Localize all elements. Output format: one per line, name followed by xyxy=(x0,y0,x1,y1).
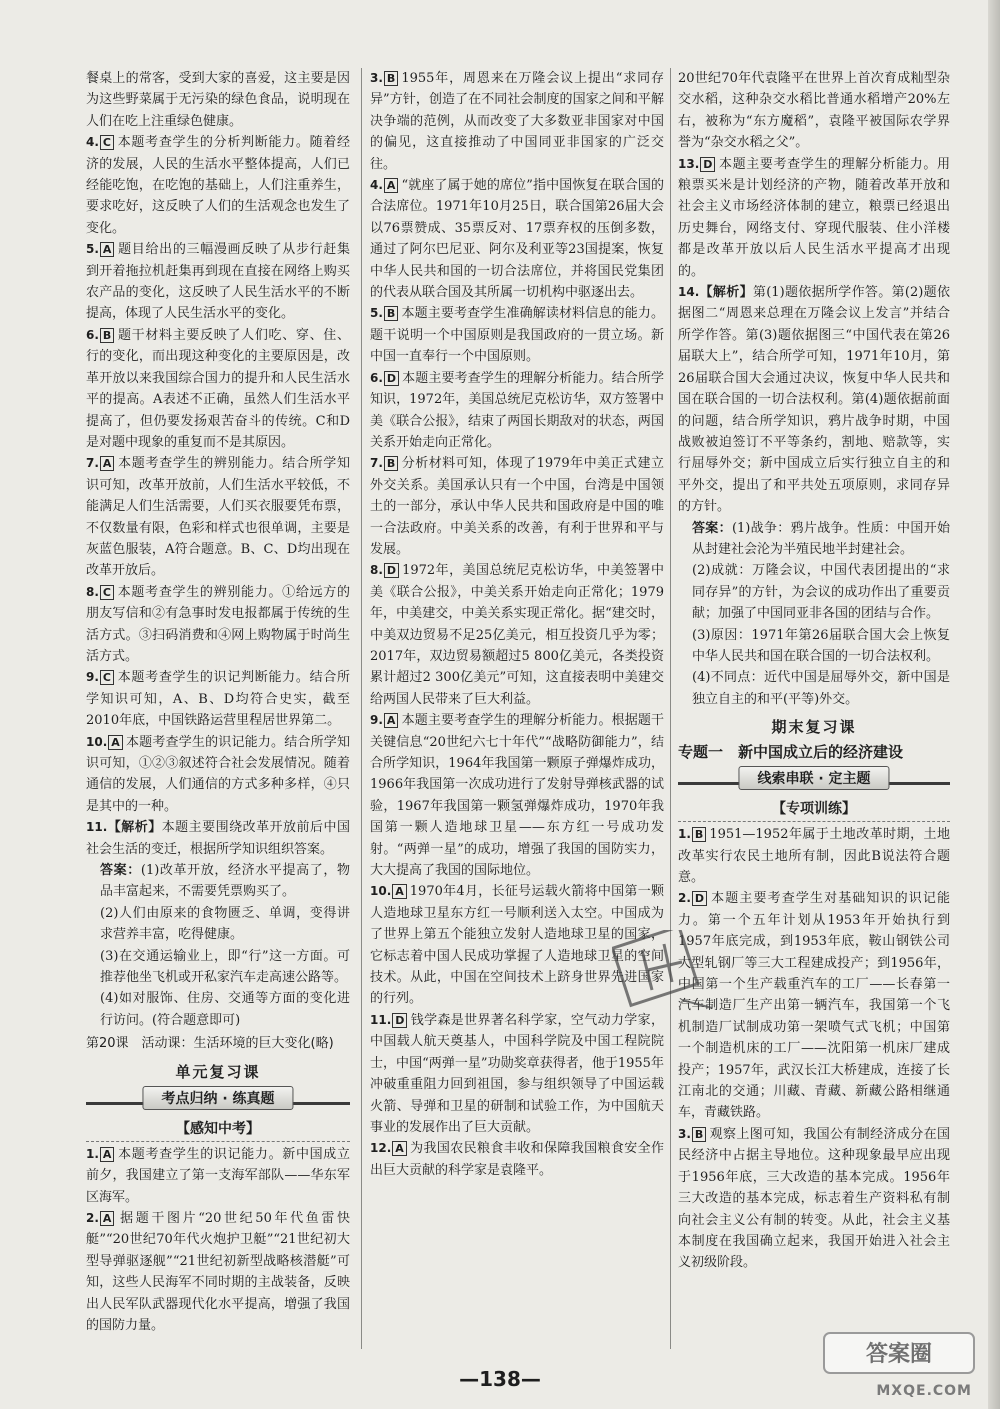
watermark-url: MXQE.COM xyxy=(876,1383,972,1399)
item-text: 题目给出的三幅漫画反映了从步行赶集到开着拖拉机赶集再到现在直接在网络上购买农产品的变化，这反映了人民生活水平的不断提高，体现了人民生活水平的变化。 xyxy=(86,242,350,322)
section-title: 单元复习课 xyxy=(175,1062,261,1081)
answer-item xyxy=(86,1144,350,1208)
column-right xyxy=(678,68,950,1357)
item-number: 2. xyxy=(86,1210,99,1225)
item-number: 5. xyxy=(370,306,383,321)
ink-stamp-mark xyxy=(612,930,722,1016)
answer-item xyxy=(370,1138,664,1181)
item-number: 5. xyxy=(86,242,99,257)
answer-list xyxy=(86,68,350,817)
item-text: 本题考查学生的辨别能力。①给远方的朋友写信和②有急事时发电报都属于传统的生活方式。③扫码消费和④网上购物属于时尚生活方式。 xyxy=(86,584,350,664)
answer-choice-box: D xyxy=(384,371,399,386)
answer-choice-box: B xyxy=(384,71,398,86)
answer-choice-box: A xyxy=(100,1211,115,1226)
watermark-logo-text: 答案圈 xyxy=(865,1342,933,1367)
item-text: 分析材料可知，体现了1979年中美正式建立外交关系。美国承认只有一个中国，台湾是中国领土的一部分，承认中华人民共和国政府是中国的唯一合法政府。中美关系的改善，有利于世界和平与发展。 xyxy=(370,456,664,557)
lesson-title: 第20课 活动课：生活环境的巨大变化(略) xyxy=(86,1036,334,1052)
column-divider xyxy=(361,68,362,1349)
answer-sub-item: (4)不同点：近代中国是屈辱外交，新中国是独立自主的和平(平等)外交。 xyxy=(692,670,950,707)
item-text: 本题主要考查学生准确解读材料信息的能力。题干说明一个中国原则是我国政府的一贯立场。新中国一直奉行一个中国原则。 xyxy=(370,306,664,365)
item-number: 8. xyxy=(86,584,99,599)
item-number: 3. xyxy=(678,1126,691,1141)
item-text: 1970年4月，长征号运载火箭将中国第一颗人造地球卫星东方红一号顺利送入太空。中国成为了世界上第五个能独立发射人造地球卫星的国家，它标志着中国人民成功掌握了人造地球卫星的空间技术。从此，中国在空间技术上跻身世界先进国家的行列。 xyxy=(370,884,664,1007)
watermark-logo xyxy=(820,1329,980,1389)
item-text: 1951—1952年属于土地改革时期，土地改革实行农民土地所有制，因此B说法符合题意。 xyxy=(678,827,950,885)
section-banner xyxy=(86,1086,350,1112)
answer-list xyxy=(678,824,950,1274)
analysis-tag: 【解析】 xyxy=(107,820,162,836)
answer-choice-box: A xyxy=(100,1147,115,1162)
item-text: 1972年，美国总统尼克松访华，中美签署中美《联合公报》，中美关系开始走向正常化；1979年，中美建交，中美关系实现正常化。据“建交时，中美双边贸易不足25亿美元，相互投资几乎为零；2017年，双边贸易额超过5 800亿美元，各类投资累计超过2 300亿美元”可知，这直接表明中美建交给两国人民带来了巨大利益。 xyxy=(370,563,664,707)
item-number: 6. xyxy=(86,327,99,342)
answer-item xyxy=(86,325,350,453)
item-number: 8. xyxy=(370,563,383,578)
analysis-text: 第(1)题依据所学作答。第(2)题依据图二“周恩来总理在万隆会议上发言”并结合所学作答。第(3)题依据图三“中国代表在第26届联大上”，结合所学可知，1971年10月，第26届联合国大会通过决议，恢复中华人民共和国在联合国的一切合法权利。第(4)题依据前面的问题，结合所学知识，鸦片战争时期，中国战败被迫签订不平等条约，割地、赔款等，实行屈辱外交；新中国成立后实行独立自主的和平外交，提出了和平共处五项原则，求同存异的方针。 xyxy=(678,285,950,515)
item-text: 餐桌上的常客，受到大家的喜爱，这主要是因为这些野菜属于无污染的绿色食品，说明现在人们在吃上注重绿色健康。 xyxy=(86,71,350,129)
answer-list xyxy=(86,1144,350,1337)
item-text: 据题干图片“20世纪50年代鱼雷快艇”“20世纪70年代火炮护卫艇”“21世纪初大型导弹驱逐舰”“21世纪初新型战略核潜艇”可知，这些人民海军不同时期的主战装备，反映出人民军队武器现代化水平提高，增强了我国的国防力量。 xyxy=(86,1210,350,1333)
answer-item xyxy=(678,1124,950,1274)
item-number: 11. xyxy=(370,1012,392,1027)
answer-item xyxy=(370,1010,664,1138)
banner-label: 考点归纳 · 练真题 xyxy=(142,1086,293,1110)
answer-body: (1)战争：鸦片战争。性质：中国开始从封建社会沦为半殖民地半封建社会。 xyxy=(692,520,950,557)
item-number: 6. xyxy=(370,370,383,385)
answer-text xyxy=(86,860,350,903)
answer-item xyxy=(678,282,950,517)
answer-item xyxy=(86,817,350,860)
item-number: 12. xyxy=(370,1141,392,1156)
answer-choice-box: B xyxy=(692,827,706,842)
answer-body: (1)改革开放，经济水平提高了，物品丰富起来，不需要凭票购买了。 xyxy=(100,863,350,900)
item-text: 本题考查学生的识记能力。结合所学知识可知，①②③叙述符合社会发展情况。随着通信的发展，人们通信的方式多种多样，④只是其中的一种。 xyxy=(86,734,350,814)
answer-item xyxy=(370,175,664,303)
answer-item xyxy=(86,239,350,325)
answer-sub-item: (2)人们由原来的食物匮乏、单调，变得讲求营养丰富，吃得健康。 xyxy=(100,905,350,943)
answer-list xyxy=(678,68,950,282)
item-number: 10. xyxy=(370,884,392,899)
answer-sub-item: (3)在交通运输业上，即“行”这一方面。可推荐他坐飞机或开私家汽车走高速公路等。 xyxy=(100,948,350,986)
answer-choice-box: A xyxy=(392,884,407,899)
section-title: 期末复习课 xyxy=(771,718,857,737)
answer-item xyxy=(370,68,664,175)
item-number: 13. xyxy=(678,156,700,171)
item-number: 3. xyxy=(370,71,383,85)
item-number: 7. xyxy=(370,456,383,471)
item-number: 4. xyxy=(86,135,99,150)
item-text: 题干材料主要反映了人们吃、穿、住、行的变化，而出现这种变化的主要原因是，改革开放以来我国综合国力的提升和人民生活水平的提高。A表述不正确，虽然人们生活水平提高了，但仍要发扬艰苦奋斗的传统。C和D是对题中现象的重复而不是其原因。 xyxy=(86,327,350,450)
item-text: 本题考查学生的辨别能力。结合所学知识可知，改革开放前，人们生活水平较低，不能满足人们生活需要，人们买衣服要凭布票，不仅数量有限，色彩和样式也很单调，主要是灰蓝色服装，A符合题意。B、C、D均出现在改革开放后。 xyxy=(86,456,350,579)
answer-label: 答案： xyxy=(692,520,732,536)
item-text: 为我国农民粮食丰收和保障我国粮食安全作出巨大贡献的科学家是袁隆平。 xyxy=(370,1141,664,1178)
item-text: 观察上图可知，我国公有制经济成分在国民经济中占据主导地位。这种现象最早应出现于1956年底，三大改造的基本完成。1956年三大改造的基本完成，标志着生产资料私有制向社会主义公有制的转变。从此，社会主义基本制度在我国确立起来，我国开始进入社会主义初级阶段。 xyxy=(678,1126,950,1271)
page-number: —138— xyxy=(459,1367,541,1391)
answer-text xyxy=(678,518,950,561)
item-text: “就座了属于她的席位”指中国恢复在联合国的合法席位。1971年10月25日，联合国第26届大会以76票赞成、35票反对、17票弃权的压倒多数，通过了阿尔巴尼亚、阿尔及利亚等23国提案，恢复中华人民共和国的一切合法席位，并将国民党集团的代表从联合国及其所属一切机构中驱逐出去。 xyxy=(370,178,664,301)
answer-choice-box: A xyxy=(392,1141,407,1156)
answer-item xyxy=(678,824,950,888)
answer-item xyxy=(370,560,664,710)
answer-item xyxy=(86,132,350,239)
answer-choice-box: A xyxy=(100,242,115,257)
item-number: 1. xyxy=(86,1146,99,1161)
analysis-text: 本题主要围绕改革开放前后中国社会生活的变迁，根据所学知识组织答案。 xyxy=(86,820,350,857)
item-text: 1955年，周恩来在万隆会议上提出“求同存异”方针，创造了在不同社会制度的国家之间和平解决争端的范例，从而改变了大多数亚非国家对中国的偏见，这直接推动了中国同亚非国家的广泛交往。 xyxy=(370,71,664,172)
answer-sub-list xyxy=(678,560,950,710)
answer-item xyxy=(86,1208,350,1336)
topic-title: 专题一 新中国成立后的经济建设 xyxy=(678,743,904,762)
answer-choice-box: D xyxy=(392,1013,407,1028)
answer-choice-box: D xyxy=(692,891,707,906)
answer-choice-box: D xyxy=(384,563,399,578)
item-number: 9. xyxy=(370,713,383,728)
answer-item xyxy=(370,303,664,367)
item-text: 本题考查学生的分析判断能力。随着经济的发展，人民的生活水平整体提高，人们已经能吃饱，在吃饱的基础上，人们注重养生，要求吃好，这反映了人们的生活观念也发生了变化。 xyxy=(86,135,350,236)
answer-item xyxy=(678,68,950,154)
answer-item xyxy=(86,68,350,132)
answer-choice-box: D xyxy=(700,157,715,172)
column-left xyxy=(86,68,350,1357)
answer-item xyxy=(86,667,350,731)
answer-sub-item: (4)如对服饰、住房、交通等方面的变化进行访问。(符合题意即可) xyxy=(100,991,350,1028)
answer-item xyxy=(370,710,664,881)
answer-choice-box: A xyxy=(100,456,115,471)
item-number: 14. xyxy=(678,285,700,300)
item-text: 本题考查学生的识记判断能力。结合所学知识可知，A、B、D均符合史实，截至2010年底，中国铁路运营里程居世界第二。 xyxy=(86,670,350,729)
answer-choice-box: A xyxy=(384,713,399,728)
item-number: 7. xyxy=(86,456,99,471)
banner-label: 线索串联 · 定主题 xyxy=(738,766,889,790)
answer-sub-item: (2)成就：万隆会议，中国代表团提出的“求同存异”的方针，为会议的成功作出了重要贡献；加强了中国同亚非各国的团结与合作。 xyxy=(692,563,950,622)
answer-choice-box: B xyxy=(100,328,114,343)
analysis-tag: 【解析】 xyxy=(699,285,753,301)
column-middle xyxy=(370,68,664,1357)
item-number: 10. xyxy=(86,734,108,749)
item-text: 20世纪70年代袁隆平在世界上首次育成籼型杂交水稻，这种杂交水稻比普通水稻增产20%左右，被称为“东方魔稻”，袁隆平被国际农学界誉为“杂交水稻之父”。 xyxy=(678,71,950,151)
answer-item xyxy=(678,154,950,282)
answer-item xyxy=(370,453,664,560)
answer-choice-box: C xyxy=(100,585,114,600)
subsection-title: 【专项训练】 xyxy=(678,798,950,822)
column-divider xyxy=(670,68,671,1349)
answer-item xyxy=(86,453,350,581)
section-banner xyxy=(678,766,950,792)
answer-choice-box: B xyxy=(384,306,398,321)
answer-choice-box: A xyxy=(108,735,123,750)
answer-item xyxy=(370,368,664,454)
item-number: 2. xyxy=(678,891,691,906)
answer-item xyxy=(86,732,350,818)
answer-sub-list xyxy=(86,903,350,1031)
answer-choice-box: B xyxy=(384,456,398,471)
answer-label: 答案： xyxy=(100,863,141,879)
item-text: 本题主要考查学生的理解分析能力。用粮票买米是计划经济的产物，随着改革开放和社会主义市场经济体制的建立，粮票已经退出历史舞台，网络支付、穿现代服装、住小洋楼都是改革开放以后人民生活水平提高才出现的。 xyxy=(678,156,950,279)
answer-sub-item: (3)原因：1971年第26届联合国大会上恢复中华人民共和国在联合国的一切合法权利。 xyxy=(692,627,950,664)
item-text: 钱学森是世界著名科学家，空气动力学家，中国载人航天奠基人，中国科学院及中国工程院院士，中国“两弹一星”功勋奖章获得者，他于1955年冲破重重阻力回到祖国，参与组织领导了中国运载火箭、导弹和卫星的研制和试验工作，为中国航天事业的发展作出了巨大贡献。 xyxy=(370,1012,664,1135)
answer-choice-box: C xyxy=(100,670,114,685)
item-text: 本题主要考查学生的理解分析能力。结合所学知识，1972年，美国总统尼克松访华，双方签署中美《联合公报》，结束了两国长期敌对的状态，两国关系开始走向正常化。 xyxy=(370,370,664,450)
item-number: 1. xyxy=(678,827,691,842)
item-number: 11. xyxy=(86,820,108,835)
answer-choice-box: C xyxy=(100,135,114,150)
answer-choice-box: A xyxy=(384,178,399,193)
subsection-title: 【感知中考】 xyxy=(86,1118,350,1142)
item-number: 4. xyxy=(370,178,383,193)
page-spine xyxy=(988,0,1000,1409)
item-number: 9. xyxy=(86,670,99,685)
item-text: 本题主要考查学生的理解分析能力。根据题干关键信息“20世纪六七十年代”“战略防御能力”，结合所学知识，1964年我国第一颗原子弹爆炸成功，1966年我国第一次成功进行了发射导弹核武器的试验，1967年我国第一颗氢弹爆炸成功，1970年我国第一颗人造地球卫星——东方红一号成功发射。“两弹一星”的成功，增强了我国的国防实力，大大提高了我国的国际地位。 xyxy=(370,713,664,879)
item-text: 本题主要考查学生对基础知识的识记能力。第一个五年计划从1953年开始执行到1957年底完成，到1953年底，鞍山钢铁公司大型轧钢厂等三大工程建成投产；到1956年，中国第一个生产载重汽车的工厂——长春第一汽车制造厂生产出第一辆汽车，我国第一个飞机制造厂试制成功第一架喷气式飞机；中国第一个制造机床的工厂——沈阳第一机床厂建成投产；1957年，武汉长江大桥建成，连接了长江南北的交通；川藏、青藏、新藏公路相继通车，青藏铁路。 xyxy=(678,891,950,1121)
answer-choice-box: B xyxy=(692,1127,706,1142)
item-text: 本题考查学生的识记能力。新中国成立前夕，我国建立了第一支海军部队——华东军区海军。 xyxy=(86,1146,350,1205)
answer-item xyxy=(86,582,350,668)
